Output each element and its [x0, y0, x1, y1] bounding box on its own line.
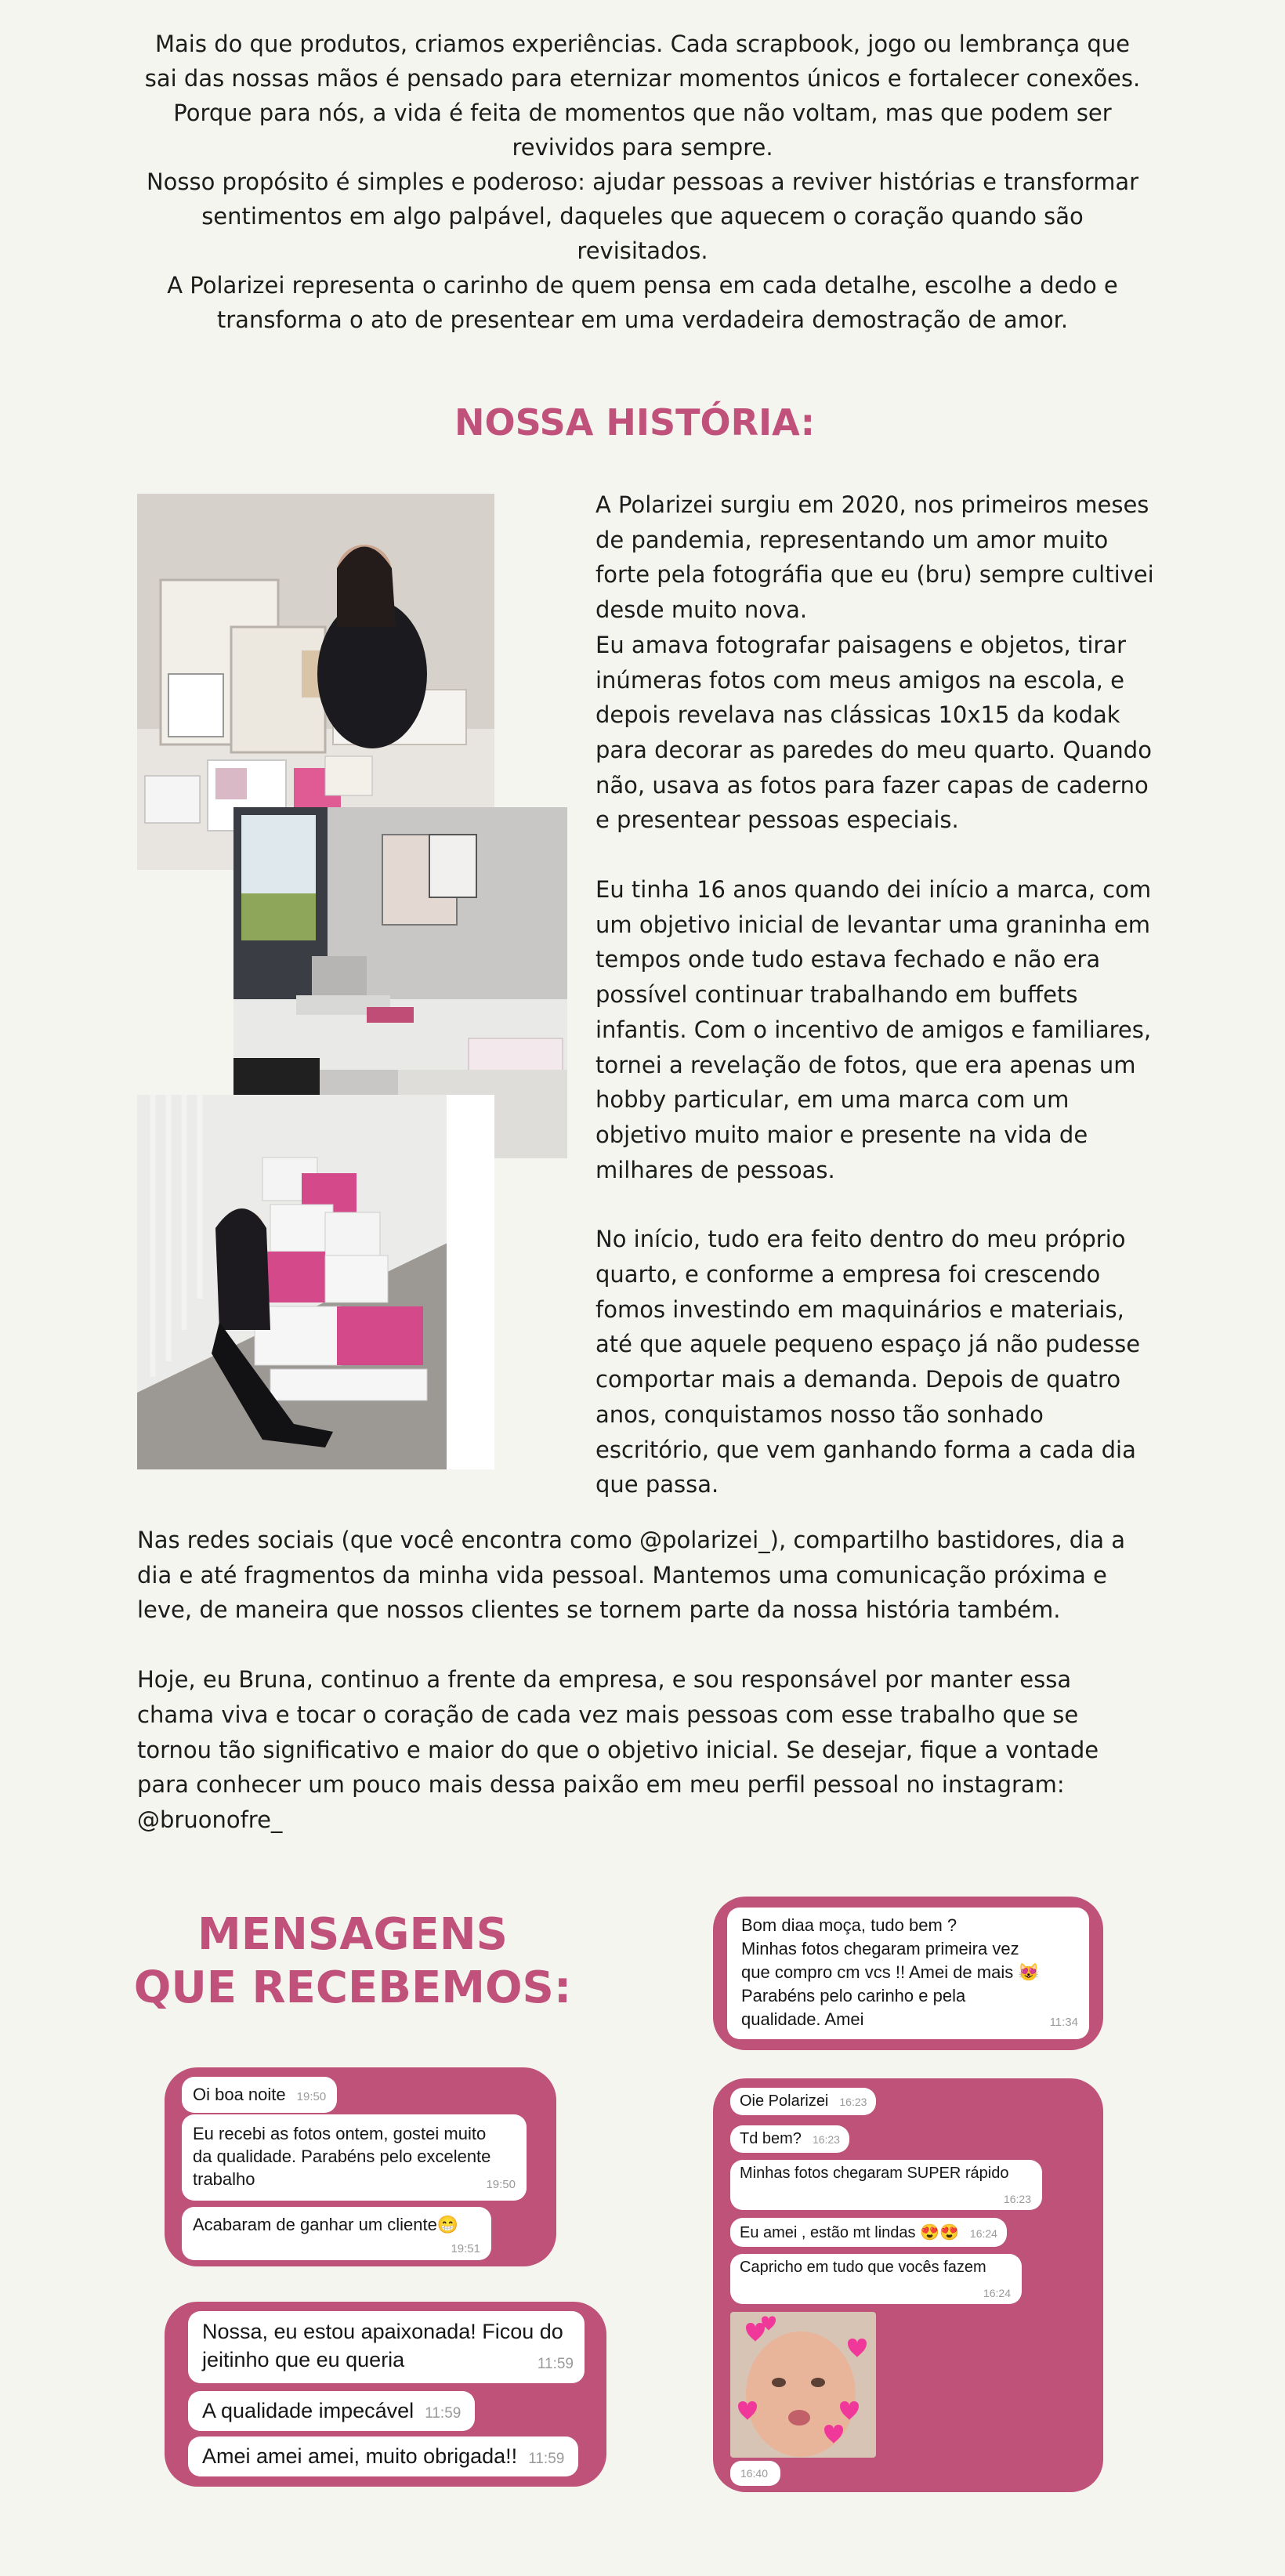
message-time: 16:23 — [1003, 2193, 1031, 2205]
history-today-paragraph: Hoje, eu Bruna, continuo a frente da empresa, e sou responsável por manter essa chama viva e tocar o coração de cada vez mais pessoas com esse trabalho que se tornou tão significativo e maior do que o objetivo inicial. Se desejar, fique a vontade para conhecer um pouco mais dessa paixão em meu perfil pessoal no instagram: @bruonofre_ — [137, 1666, 1099, 1833]
chat-bubble — [182, 2207, 491, 2260]
message-time: 11:59 — [528, 2451, 565, 2467]
message-text: Oi boa noite — [193, 2085, 286, 2104]
intro-paragraph-2: Nosso propósito é simples e poderoso: ajudar pessoas a reviver histórias e transformar sentimentos em algo palpável, daqueles que aquecem o coração quando são revisitados. — [146, 168, 1139, 264]
chat-bubble — [188, 2391, 475, 2431]
chat-bubble — [188, 2437, 578, 2476]
message-time: 11:59 — [537, 2356, 574, 2372]
history-paragraph-1: A Polarizei surgiu em 2020, nos primeiros meses de pandemia, representando um amor muito forte pela fotográfia que eu (bru) sempre cultivei desde muito nova. Eu amava fotografar paisagens e objetos, tirar inúmeras fotos com meus amigos na escola, e depois revelava nas clássicas 10x15 da kodak para decorar as paredes do meu quarto. Quando não, usava as fotos para fazer capas de caderno e presentear pessoas especiais. — [595, 491, 1154, 834]
message-time: 11:59 — [425, 2405, 462, 2422]
message-time: 19:50 — [486, 2178, 516, 2191]
message-time: 16:23 — [839, 2096, 867, 2108]
message-time: 19:50 — [296, 2090, 327, 2103]
message-text: Oie Polarizei — [740, 2092, 829, 2110]
messages-title-line-2: QUE RECEBEMOS: — [133, 1962, 572, 2013]
messages-title — [133, 1908, 572, 2015]
message-time: 16:24 — [983, 2287, 1011, 2299]
history-paragraph-3: No início, tudo era feito dentro do meu próprio quarto, e conforme a empresa foi crescendo fomos investindo em maquinários e materiais, até que aquele pequeno espaço já não pudesse comportar mais a demanda. Depois de quatro anos, conquistamos nosso tão sonhado escritório, que vem ganhando forma a cada dia que passa. — [595, 1226, 1141, 1498]
message-time: 16:24 — [969, 2227, 997, 2240]
history-social-paragraph: Nas redes sociais (que você encontra como @polarizei_), compartilho bastidores, dia a dia e até fragmentos da minha vida pessoal. Mantemos uma comunicação próxima e leve, de maneira que nossos clientes se tornem parte da nossa história também. — [137, 1527, 1126, 1624]
chat-bubble — [730, 2160, 1042, 2210]
message-text: Eu recebi as fotos ontem, gostei muito da qualidade. Parabéns pelo excelente trabalho — [193, 2124, 491, 2189]
message-text: Nossa, eu estou apaixonada! Ficou do jeitinho que eu queria — [202, 2320, 563, 2371]
message-text: Amei amei amei, muito obrigada!! — [202, 2444, 518, 2468]
chat-bubble — [730, 2218, 1007, 2247]
chat-bubble — [182, 2114, 527, 2201]
chat-screenshot-2 — [165, 2302, 606, 2487]
messages-title-line-1: MENSAGENS — [197, 1909, 508, 1960]
chat-screenshot-4 — [713, 2078, 1103, 2492]
chat-bubble — [727, 1908, 1089, 2039]
chat-bubble — [730, 2254, 1022, 2304]
photo-boxes-on-stairs — [137, 1095, 494, 1469]
chat-screenshot-1 — [165, 2067, 556, 2266]
message-text: Td bem? — [740, 2130, 802, 2147]
message-time: 16:40 — [740, 2467, 768, 2480]
chat-bubble — [730, 2125, 849, 2153]
message-text: Acabaram de ganhar um cliente😁 — [193, 2215, 459, 2234]
message-time: 19:51 — [451, 2242, 480, 2255]
message-text: A qualidade impecável — [202, 2399, 414, 2422]
chat-bubble — [730, 2088, 876, 2115]
intro-paragraph-3: A Polarizei representa o carinho de quem pensa em cada detalhe, escolhe a dedo e transforma o ato de presentear em uma verdadeira demostração de amor. — [167, 272, 1118, 333]
chat-bubble — [188, 2311, 585, 2383]
chat-bubble — [730, 2461, 780, 2486]
history-long-text — [137, 1523, 1148, 1838]
message-text: Capricho em tudo que vocês fazem — [740, 2259, 986, 2276]
message-time: 16:23 — [812, 2133, 840, 2146]
chat-bubble — [182, 2077, 337, 2113]
message-text: Eu amei , estão mt lindas 😍😍 — [740, 2224, 959, 2241]
chat-screenshot-3 — [713, 1897, 1103, 2050]
photo-baby-sticker — [730, 2312, 876, 2458]
history-title: NOSSA HISTÓRIA: — [454, 401, 816, 444]
history-story — [595, 487, 1160, 1502]
intro-paragraph-1: Mais do que produtos, criamos experiências. Cada scrapbook, jogo ou lembrança que sai das nossas mãos é pensado para eternizar momentos únicos e fortalecer conexões. Porque para nós, a vida é feita de momentos que não voltam, mas que podem ser revividos para sempre. — [144, 31, 1141, 161]
message-text: Minhas fotos chegaram SUPER rápido — [740, 2165, 1009, 2182]
history-paragraph-2: Eu tinha 16 anos quando dei início a marca, com um objetivo inicial de levantar uma graninha em tempos onde tudo estava fechado e não era possível continuar trabalhando em buffets infantis. Com o incentivo de amigos e familiares, tornei a revelação de fotos, que era apenas um hobby particular, em uma marca com um objetivo muito maior e presente na vida de milhares de pessoas. — [595, 876, 1152, 1183]
message-text: Bom diaa moça, tudo bem ? Minhas fotos chegaram primeira vez que compro cm vcs !! Amei de mais 😻 Parabéns pelo carinho e pela qualidade. Amei — [741, 1915, 1040, 2029]
message-time: 11:34 — [1049, 2016, 1078, 2029]
